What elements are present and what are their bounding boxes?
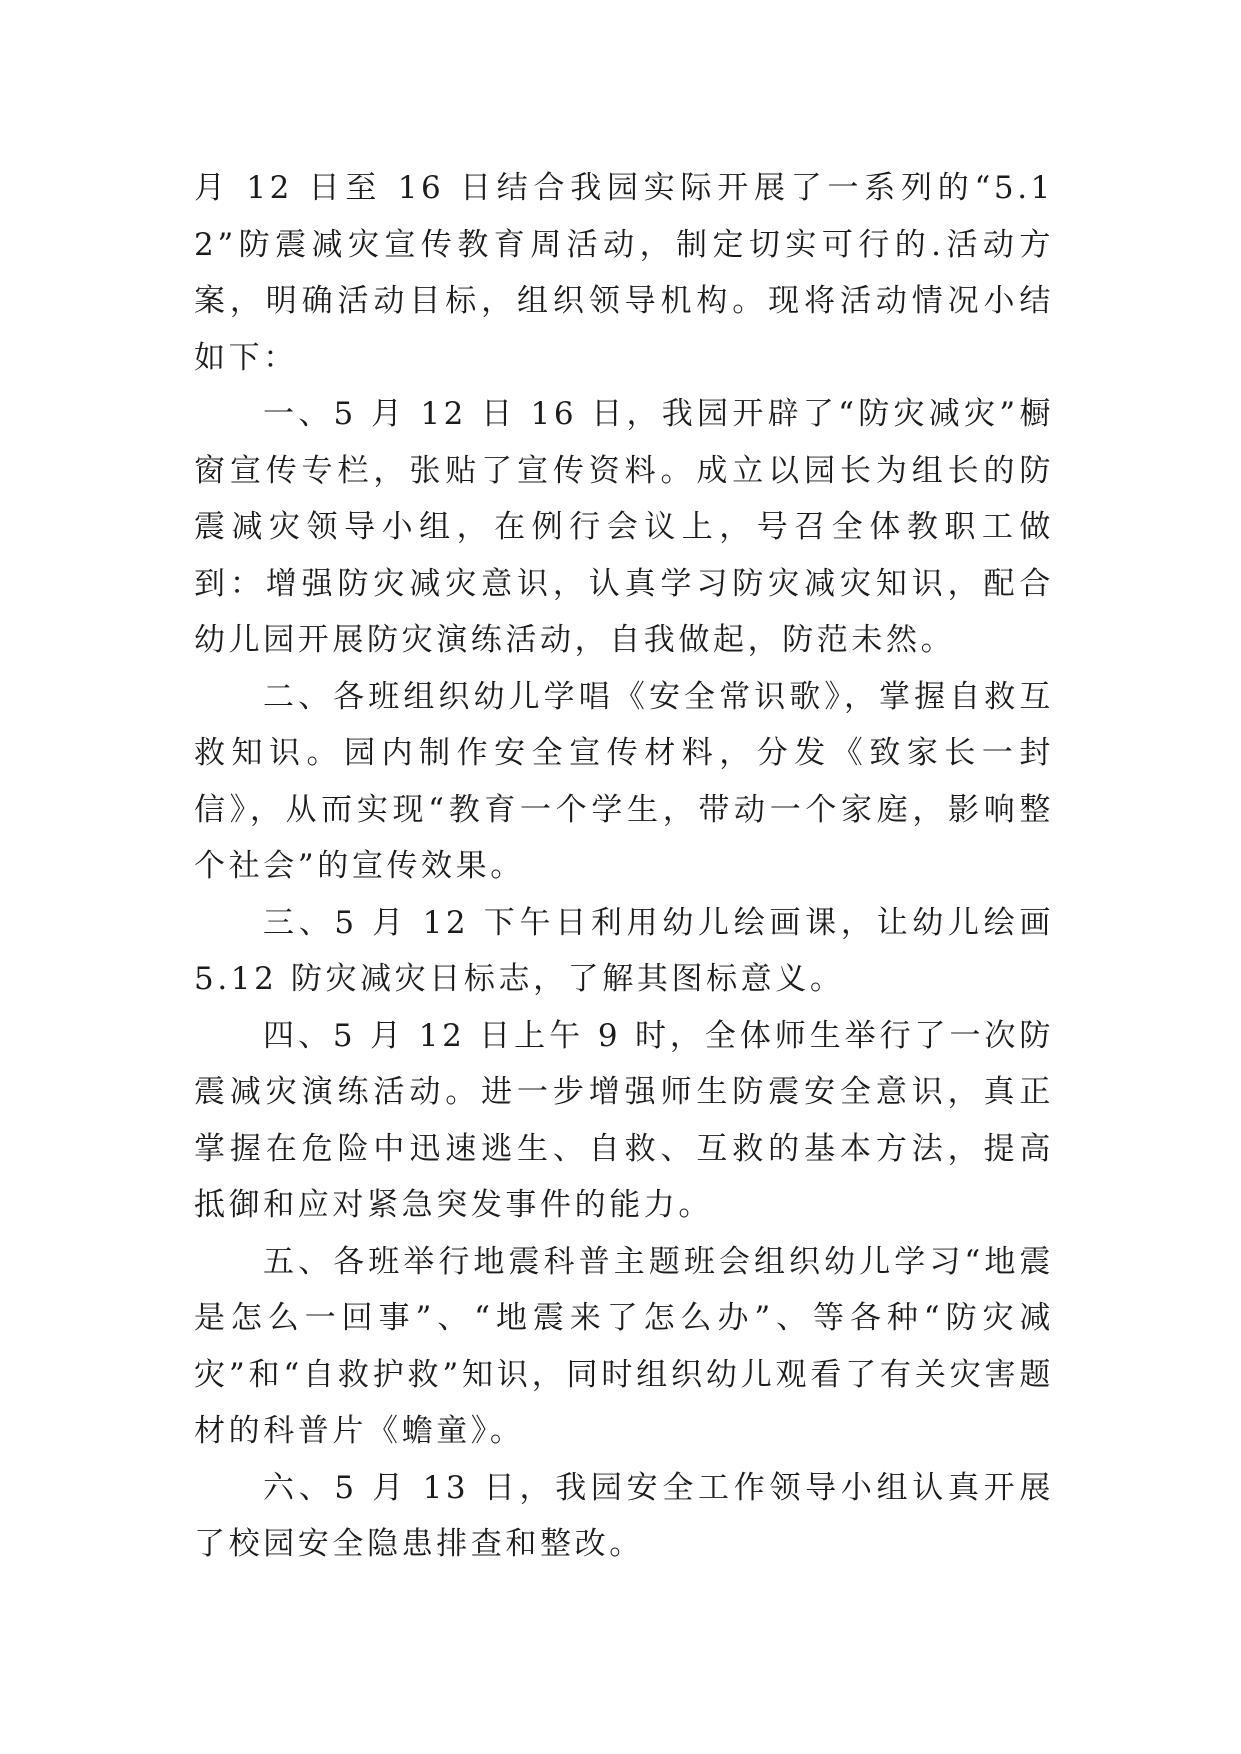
paragraph-item-1: 一、5 月 12 日 16 日，我园开辟了“防灾减灾”橱窗宣传专栏，张贴了宣传资料。成立以园长为组长的防震减灾领导小组，在例行会议上，号召全体教职工做到：增强防灾减灾意识，认真学习防灾减灾知识，配合幼儿园开展防灾演练活动，自我做起，防范未然。 xyxy=(194,396,1054,658)
document-body xyxy=(194,160,1054,1573)
paragraph-item-5: 五、各班举行地震科普主题班会组织幼儿学习“地震是怎么一回事”、“地震来了怎么办”、等各种“防灾减灾”和“自救护救”知识，同时组织幼儿观看了有关灾害题材的科普片《蟾童》。 xyxy=(194,1243,1054,1449)
paragraph-item-3: 三、5 月 12 下午日利用幼儿绘画课，让幼儿绘画 5.12 防灾减灾日标志，了解其图标意义。 xyxy=(194,904,1054,997)
paragraph-intro: 月 12 日至 16 日结合我园实际开展了一系列的“5.12”防震减灾宣传教育周活动，制定切实可行的.活动方案，明确活动目标，组织领导机构。现将活动情况小结如下： xyxy=(194,170,1054,376)
paragraph-item-4: 四、5 月 12 日上午 9 时，全体师生举行了一次防震减灾演练活动。进一步增强师生防震安全意识，真正掌握在危险中迅速逃生、自救、互救的基本方法，提高抵御和应对紧急突发事件的能力。 xyxy=(194,1017,1054,1223)
paragraph-item-2: 二、各班组织幼儿学唱《安全常识歌》，掌握自救互救知识。园内制作安全宣传材料，分发《致家长一封信》，从而实现“教育一个学生，带动一个家庭，影响整个社会”的宣传效果。 xyxy=(194,678,1054,884)
paragraph-item-6: 六、5 月 13 日，我园安全工作领导小组认真开展了校园安全隐患排查和整改。 xyxy=(194,1469,1054,1562)
